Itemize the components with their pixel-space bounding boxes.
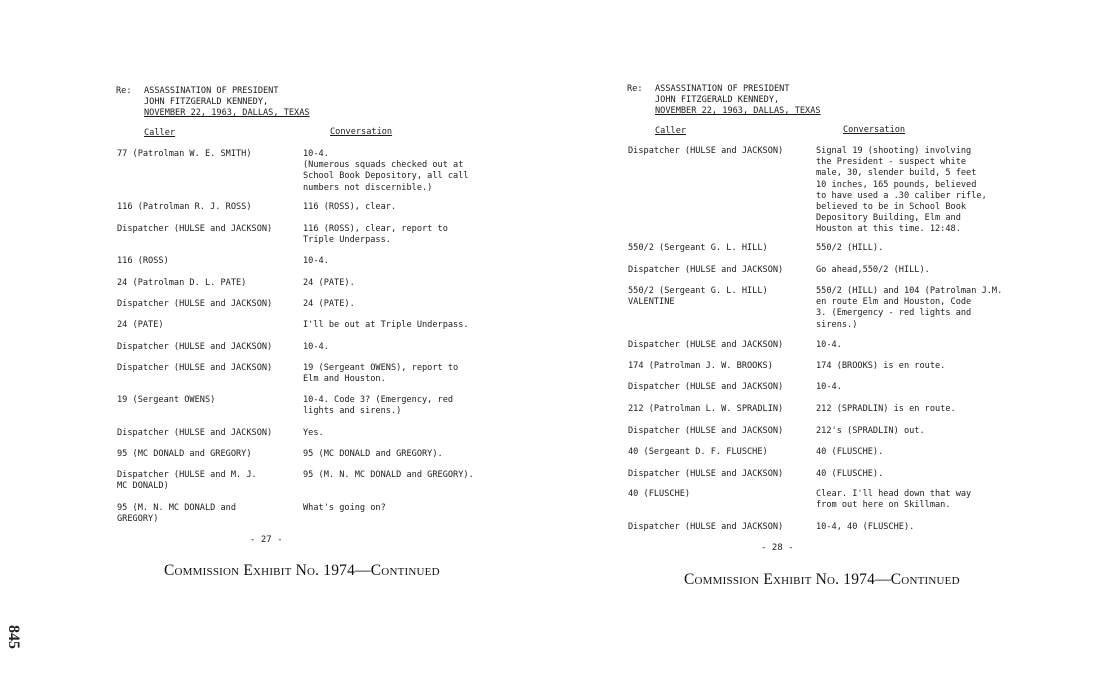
re-line-3: NOVEMBER 22, 1963, DALLAS, TEXAS bbox=[144, 108, 310, 119]
re-label: Re: bbox=[116, 86, 132, 96]
conversation: 40 (FLUSCHE). bbox=[816, 469, 884, 479]
re-line-2: JOHN FITZGERALD KENNEDY, bbox=[655, 95, 780, 106]
conversation: 40 (FLUSCHE). bbox=[816, 447, 884, 457]
caller: Dispatcher (HULSE and JACKSON) bbox=[117, 299, 273, 309]
conversation: 550/2 (HILL). bbox=[816, 243, 884, 253]
caller: 77 (Patrolman W. E. SMITH) bbox=[117, 149, 252, 159]
conversation: 95 (M. N. MC DONALD and GREGORY). bbox=[303, 470, 474, 480]
caller: 116 (ROSS) bbox=[117, 256, 169, 266]
re-line-1: ASSASSINATION OF PRESIDENT bbox=[655, 84, 790, 94]
conversation: Yes. bbox=[303, 428, 324, 438]
caller: Dispatcher (HULSE and JACKSON) bbox=[628, 265, 784, 275]
caller-header: Caller bbox=[655, 126, 687, 136]
conversation: 10-4, 40 (FLUSCHE). bbox=[816, 522, 915, 532]
exhibit-caption: Commission Exhibit No. 1974—Continued bbox=[164, 562, 440, 579]
caller: Dispatcher (HULSE and JACKSON) bbox=[117, 363, 273, 373]
caller: Dispatcher (HULSE and JACKSON) bbox=[628, 469, 784, 479]
conversation: 10-4. bbox=[816, 340, 842, 350]
conversation: 174 (BROOKS) is en route. bbox=[816, 361, 946, 371]
conversation: 10-4. bbox=[303, 342, 329, 352]
conversation: 10-4. Code 3? (Emergency, red lights and sirens.) bbox=[303, 395, 454, 417]
caller: Dispatcher (HULSE and JACKSON) bbox=[117, 428, 273, 438]
conversation: 24 (PATE). bbox=[303, 299, 355, 309]
right-page bbox=[547, 0, 1094, 691]
conversation: 95 (MC DONALD and GREGORY). bbox=[303, 449, 443, 459]
conversation: Clear. I'll head down that way from out here on Skillman. bbox=[816, 489, 972, 511]
conversation: 116 (ROSS), clear. bbox=[303, 202, 397, 212]
conversation: Go ahead,550/2 (HILL). bbox=[816, 265, 930, 275]
caller: Dispatcher (HULSE and JACKSON) bbox=[117, 224, 273, 234]
caller: 550/2 (Sergeant G. L. HILL) VALENTINE bbox=[628, 286, 768, 308]
conversation: I'll be out at Triple Underpass. bbox=[303, 320, 469, 330]
re-line-2: JOHN FITZGERALD KENNEDY, bbox=[144, 97, 269, 108]
caller: Dispatcher (HULSE and JACKSON) bbox=[628, 382, 784, 392]
caller: 116 (Patrolman R. J. ROSS) bbox=[117, 202, 252, 212]
conversation: 212's (SPRADLIN) out. bbox=[816, 426, 925, 436]
conversation-header: Conversation bbox=[330, 127, 393, 137]
caller-header: Caller bbox=[144, 128, 176, 138]
caller: 212 (Patrolman L. W. SPRADLIN) bbox=[628, 404, 784, 414]
caller: 174 (Patrolman J. W. BROOKS) bbox=[628, 361, 773, 371]
caller: Dispatcher (HULSE and JACKSON) bbox=[117, 342, 273, 352]
re-label: Re: bbox=[627, 84, 643, 94]
re-line-3: NOVEMBER 22, 1963, DALLAS, TEXAS bbox=[655, 106, 821, 117]
conversation: 116 (ROSS), clear, report to Triple Underpass. bbox=[303, 224, 448, 246]
page-number: - 28 - bbox=[761, 543, 794, 553]
conversation: What's going on? bbox=[303, 503, 386, 513]
right-re-block bbox=[627, 84, 821, 118]
conversation: 19 (Sergeant OWENS), report to Elm and Houston. bbox=[303, 363, 459, 385]
caller: 550/2 (Sergeant G. L. HILL) bbox=[628, 243, 768, 253]
caller: Dispatcher (HULSE and JACKSON) bbox=[628, 426, 784, 436]
conversation: 212 (SPRADLIN) is en route. bbox=[816, 404, 956, 414]
conversation: Signal 19 (shooting) involving the President - suspect white male, 30, slender build, 5 feet 10 inches, 165 pounds, believed to have used a .30 caliber rifle, believed to be in School Book Depository Building, Elm and Houston at this time. 12:48. bbox=[816, 146, 987, 235]
caller: Dispatcher (HULSE and M. J. MC DONALD) bbox=[117, 470, 257, 492]
caller: 19 (Sergeant OWENS) bbox=[117, 395, 216, 405]
conversation: 550/2 (HILL) and 104 (Patrolman J.M. en route Elm and Houston, Code 3. (Emergency - red lights and sirens.) bbox=[816, 286, 1003, 330]
caller: Dispatcher (HULSE and JACKSON) bbox=[628, 340, 784, 350]
caller: 40 (FLUSCHE) bbox=[628, 489, 691, 499]
caller: Dispatcher (HULSE and JACKSON) bbox=[628, 146, 784, 156]
conversation: 10-4. (Numerous squads checked out at School Book Depository, all call numbers not discernible.) bbox=[303, 149, 469, 193]
caller: 95 (MC DONALD and GREGORY) bbox=[117, 449, 252, 459]
conversation: 10-4. bbox=[303, 256, 329, 266]
re-line-1: ASSASSINATION OF PRESIDENT bbox=[144, 86, 279, 96]
caller: 24 (PATE) bbox=[117, 320, 164, 330]
conversation-header: Conversation bbox=[843, 125, 906, 135]
conversation: 24 (PATE). bbox=[303, 278, 355, 288]
left-re-block bbox=[116, 86, 310, 120]
caller: 95 (M. N. MC DONALD and GREGORY) bbox=[117, 503, 236, 525]
margin-page-number: 845 bbox=[5, 625, 22, 649]
exhibit-caption: Commission Exhibit No. 1974—Continued bbox=[684, 571, 960, 588]
conversation: 10-4. bbox=[816, 382, 842, 392]
caller: 24 (Patrolman D. L. PATE) bbox=[117, 278, 247, 288]
caller: Dispatcher (HULSE and JACKSON) bbox=[628, 522, 784, 532]
caller: 40 (Sergeant D. F. FLUSCHE) bbox=[628, 447, 768, 457]
page-number: - 27 - bbox=[250, 535, 283, 545]
